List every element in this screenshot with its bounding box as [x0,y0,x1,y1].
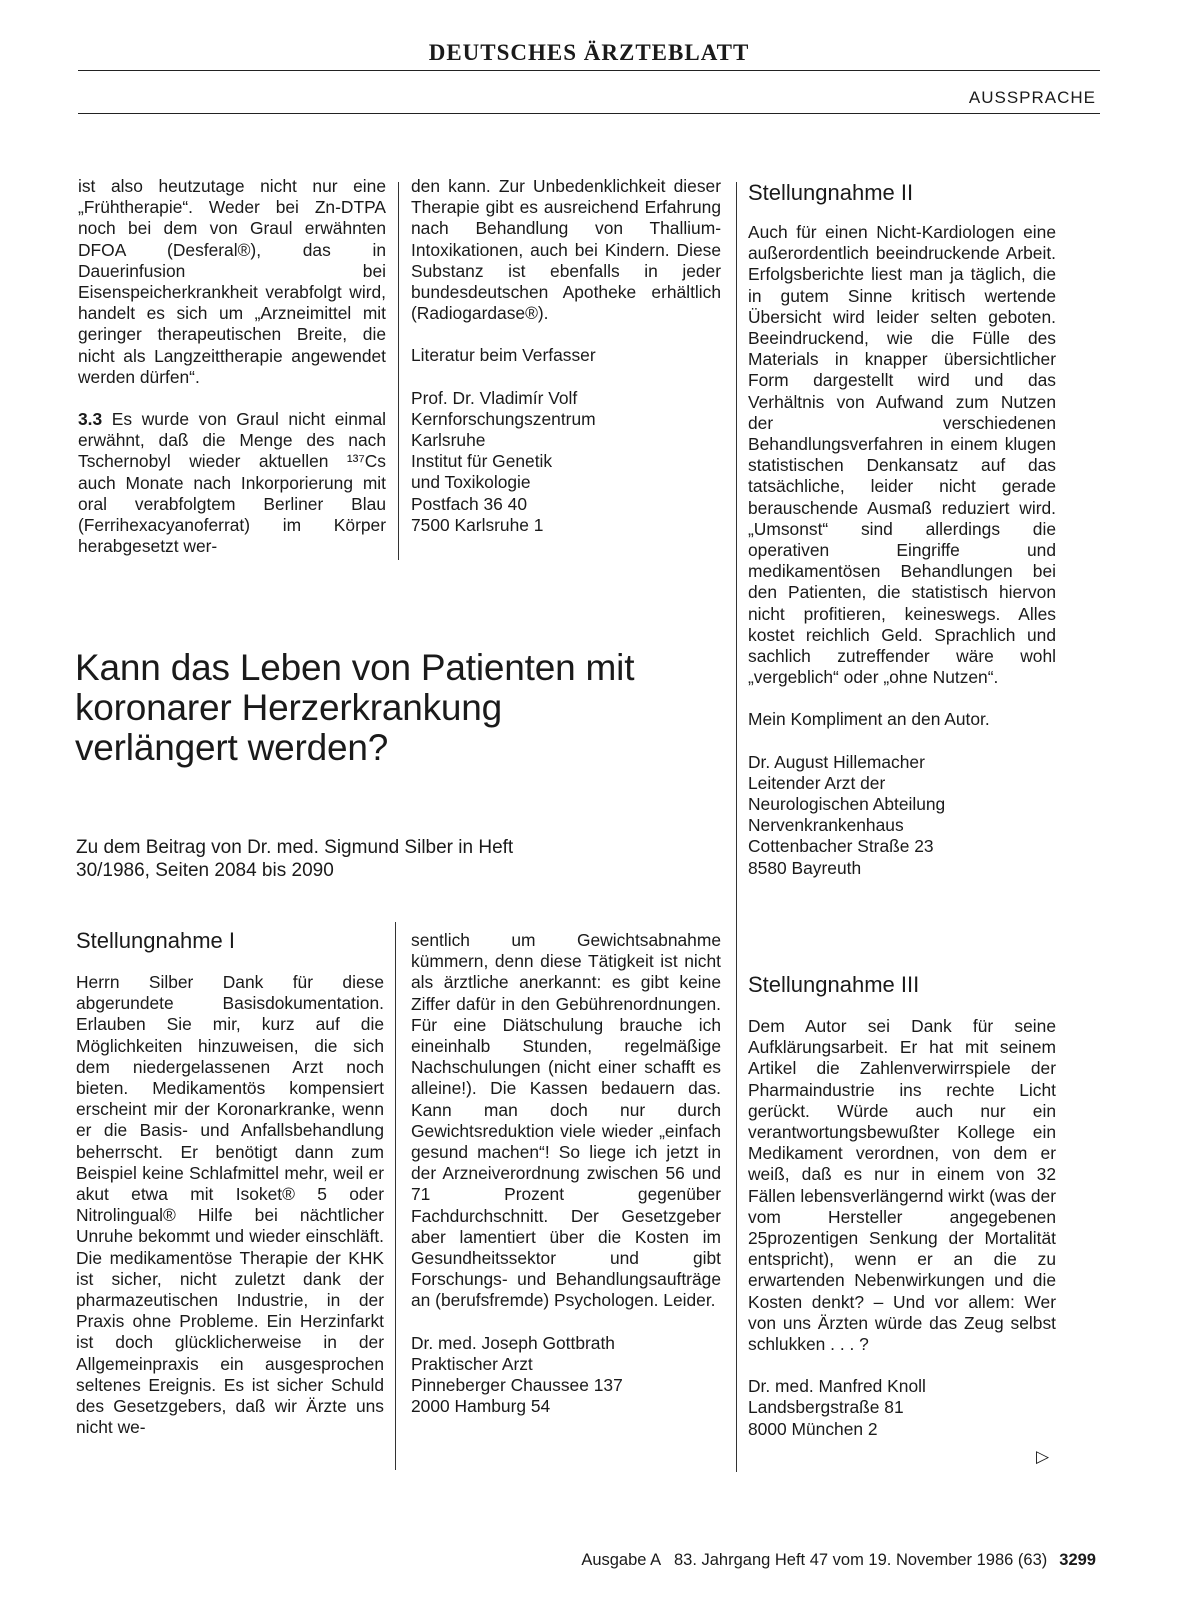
prev-article-col1 [78,176,386,578]
address-line: Praktischer Arzt [411,1353,533,1374]
page-number: 3299 [1059,1551,1096,1569]
address-line: Dr. med. Manfred Knoll [748,1376,926,1397]
column-divider [395,922,396,1470]
address-line: Dr. med. Joseph Gottbrath [411,1332,615,1353]
continue-arrow-icon: ▷ [1036,1447,1050,1466]
paragraph: 3.3 Es wurde von Graul nicht einmal erwähnt, daß die Menge des nach Tschernobyl wieder aktuellen ¹³⁷Cs auch Monate nach Inkorporierung mit oral verabfolgtem Berliner Blau (Ferrihexacyanoferrat) im Körper herabgesetzt wer- [78,409,386,557]
article-intro: Zu dem Beitrag von Dr. med. Sigmund Silber in Heft 30/1986, Seiten 2084 bis 2090 [76,837,514,881]
address-line: 8000 München 2 [748,1418,878,1439]
address-line: 8580 Bayreuth [748,857,862,878]
address-line: Cottenbacher Straße 23 [748,836,934,857]
statement3-col [748,1016,1056,1440]
masthead: DEUTSCHES ÄRZTEBLATT [428,40,750,65]
statement1-col2 [411,930,721,1417]
address-line: Landsbergstraße 81 [748,1397,904,1418]
column-divider [736,182,737,1472]
statement3-heading: Stellungnahme III [748,972,920,997]
author-address [411,1333,721,1418]
address-line: Postfach 36 40 [411,493,528,514]
section-number: 3.3 [78,409,103,430]
address-line: Nervenkrankenhaus [748,815,904,836]
literature-note: Literatur beim Verfasser [411,345,596,366]
statement1-col1 [76,972,384,1459]
article-title: Kann das Leben von Patienten mit koronarer Herzerkrankung verlängert werden? [75,647,635,768]
author-address [748,1376,1056,1440]
address-line: Kernforschungszentrum [411,408,596,429]
page-footer [581,1551,1096,1570]
address-line: Institut für Genetik [411,451,553,472]
paragraph: Auch für einen Nicht-Kardiologen eine außerordentlich beeindruckende Arbeit. Erfolgsberichte liest man ja täglich, die in gutem Sinne kritisch wertende Übersicht wird leider selten geboten. Beeindruckend, wie die Fülle des Materials in knapper übersichtlicher Form dargestellt wird und das Verhältnis von Aufwand zum Nutzen der verschiedenen Behandlungsverfahren in einem klugen statistischen Denkansatz auf das tatsächliche, leider nicht gerade berauschende Ausmaß reduziert wird. „Umsonst“ sind allerdings die operativen Eingriffe und medikamentösen Behandlungen bei den Patienten, die statistisch hiervon nicht profitieren, keineswegs. Alles kostet reichlich Geld. Sprachlich und sachlich zutreffender wäre wohl „vergeblich“ oder „ohne Nutzen“. [748,222,1056,688]
prev-article-col2 [411,176,721,536]
statement2-heading: Stellungnahme II [748,180,914,205]
author-address [748,752,1056,879]
address-line: Pinneberger Chaussee 137 [411,1375,623,1396]
paragraph: ist also heutzutage nicht nur eine „Frühtherapie“. Weder bei Zn-DTPA noch bei dem von Graul erwähnten DFOA (Desferal®), das in Dauerinfusion bei Eisenspeicherkrankheit verabfolgt wird, handelt es sich um „Arzneimittel mit geringer therapeutischen Breite, die nicht als Langzeittherapie angewendet werden dürfen“. [78,176,386,387]
statement2-col [748,222,1056,879]
section-label: AUSSPRACHE [968,88,1096,107]
section-rule [78,113,1100,114]
paragraph: Herrn Silber Dank für diese abgerundete Basisdokumentation. Erlauben Sie mir, kurz auf die Möglichkeiten hinzuweisen, die sich dem niedergelassenen Arzt noch bieten. Medikamentös kompensiert erscheint mir der Koronarkranke, wenn er die Basis- und Anfallsbehandlung beherrscht. Er benötigt dann zum Beispiel keine Schlafmittel mehr, weil er akut etwa mit Isoket® 5 oder Nitrolingual® Hilfe bei nächtlicher Unruhe bekommt und wieder einschläft. Die medikamentöse Therapie der KHK ist sicher, nicht zuletzt dank der pharmazeutischen Industrie, in der Praxis ohne Probleme. Ein Herzinfarkt ist doch glücklicherweise in der Allgemeinpraxis ein ausgesprochen seltenes Ereignis. Es ist sicher Schuld des Gesetzgebers, daß wir Ärzte uns nicht we- [76,972,384,1438]
address-line: 2000 Hamburg 54 [411,1396,551,1417]
paragraph: den kann. Zur Unbedenklichkeit dieser Therapie gibt es ausreichend Erfahrung nach Behandlung von Thallium-Intoxikationen, auch bei Kindern. Diese Substanz ist ebenfalls in jeder bundesdeutschen Apotheke erhältlich (Radiogardase®). [411,176,721,324]
address-line: 7500 Karlsruhe 1 [411,514,544,535]
address-line: Dr. August Hillemacher [748,751,925,772]
address-line: Neurologischen Abteilung [748,794,946,815]
masthead-rule [78,70,1100,71]
paragraph: sentlich um Gewichtsabnahme kümmern, denn diese Tätigkeit ist nicht als ärztliche anerkannt: es gibt keine Ziffer dafür in den Gebührenordnungen. Für eine Diätschulung brauche ich eineinhalb Stunden, regelmäßige Nachschulungen (nicht einer schafft es alleine!). Die Kassen bedauern das. Kann man doch nur durch Gewichtsreduktion viele wieder „einfach gesund machen“! So liege ich jetzt in der Arzneiverordnung zwischen 56 und 71 Prozent gegenüber Fachdurchschnitt. Der Gesetzgeber aber lamentiert über die Kosten im Gesundheitssektor und gibt Forschungs- und Behandlungsaufträge an (berufsfremde) Psychologen. Leider. [411,930,721,1311]
compliment: Mein Kompliment an den Autor. [748,709,990,730]
column-divider [398,182,399,560]
address-line: Prof. Dr. Vladimír Volf [411,387,578,408]
address-line: Karlsruhe [411,430,486,451]
issue-info: Ausgabe A 83. Jahrgang Heft 47 vom 19. November 1986 (63) [581,1551,1048,1569]
statement1-heading: Stellungnahme I [76,928,235,953]
author-address [411,388,721,536]
address-line: und Toxikologie [411,472,531,493]
address-line: Leitender Arzt der [748,772,886,793]
paragraph: Dem Autor sei Dank für seine Aufklärungsarbeit. Er hat mit seinem Artikel die Zahlenverwirrspiele der Pharmaindustrie ins rechte Licht gerückt. Würde auch nur ein verantwortungsbewußter Kollege ein Medikament verordnen, von dem er weiß, daß es nur in einem von 32 Fällen lebensverlängernd wirkt (was der vom Hersteller angegebenen 25prozentigen Senkung der Mortalität entspricht), wenn er an die zu erwartenden Nebenwirkungen und die Kosten denkt? – Und vor allem: Wer von uns Ärzten würde das Zeug selbst schlukken . . . ? [748,1016,1056,1355]
